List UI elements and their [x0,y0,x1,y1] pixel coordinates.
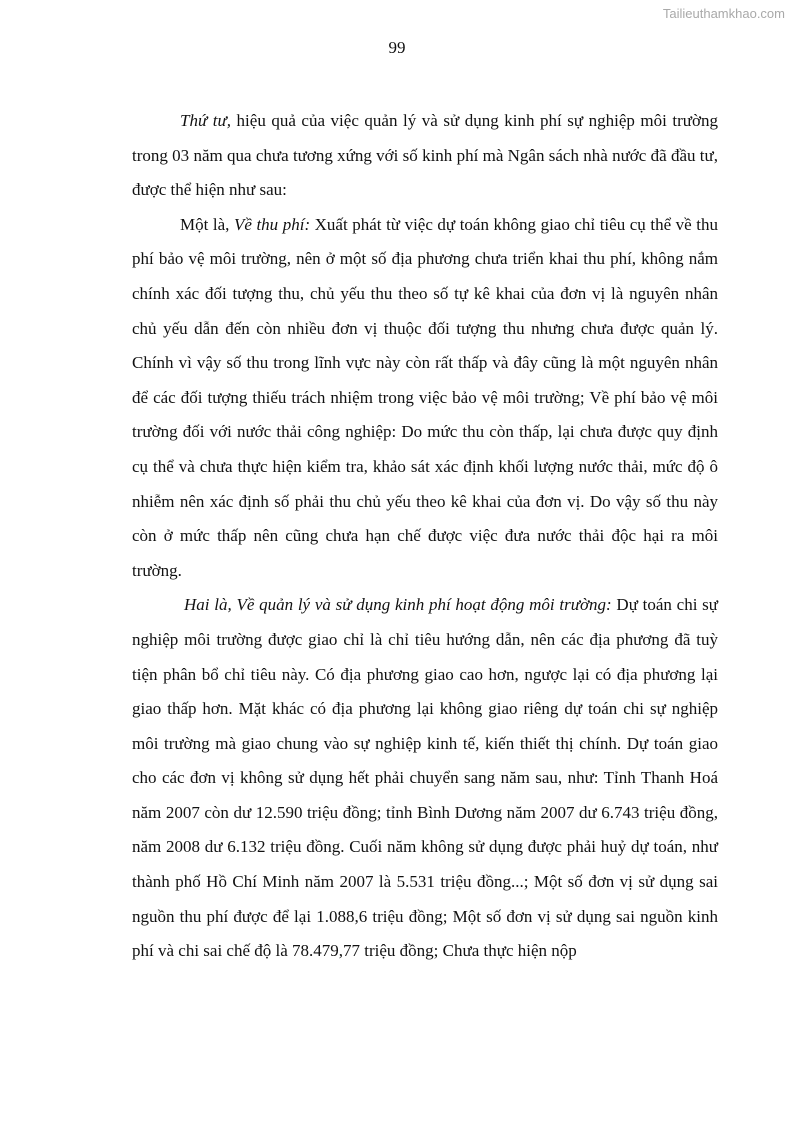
paragraph-lead-italic: Về thu phí: [233,214,311,234]
paragraph-prefix: Một là, [180,214,234,234]
paragraph-text: Xuất phát từ việc dự toán không giao chỉ tiêu cụ thể về thu phí bảo vệ môi trường, nên ở một số địa phương chưa triển khai thu phí, không nắm chính xác đối tượng thu, chủ yếu thu theo số tự kê khai của đơn vị là nguyên nhân chủ yếu dẫn đến còn nhiều đơn vị thuộc đối tượng thu nhưng chưa được quản lý. Chính vì vậy số thu trong lĩnh vực này còn rất thấp và đây cũng là một nguyên nhân để các đối tượng thiếu trách nhiệm trong việc bảo vệ môi trường; Về phí bảo vệ môi trường đối với nước thải công nghiệp: Do mức thu còn thấp, lại chưa được quy định cụ thể và chưa thực hiện kiểm tra, khảo sát xác định khối lượng nước thải, mức độ ô nhiễm nên xác định số phải thu chủ yếu theo kê khai của đơn vị. Do vậy số thu này còn ở mức thấp nên cũng chưa hạn chế được việc đưa nước thải độc hại ra môi trường. [132,214,718,580]
paragraph-thu-tu [132,104,718,208]
paragraph-text: Dự toán chi sự nghiệp môi trường được giao chỉ là chỉ tiêu hướng dẫn, nên các địa phương đã tuỳ tiện phân bổ chỉ tiêu này. Có địa phương giao cao hơn, ngược lại có địa phương lại giao thấp hơn. Mặt khác có địa phương lại không giao riêng dự toán chi sự nghiệp môi trường mà giao chung vào sự nghiệp kinh tế, kiến thiết thị chính. Dự toán giao cho các đơn vị không sử dụng hết phải chuyển sang năm sau, như: Tỉnh Thanh Hoá năm 2007 còn dư 12.590 triệu đồng; tỉnh Bình Dương năm 2007 dư 6.743 triệu đồng, năm 2008 dư 6.132 triệu đồng. Cuối năm không sử dụng được phải huỷ dự toán, như thành phố Hồ Chí Minh năm 2007 là 5.531 triệu đồng...; Một số đơn vị sử dụng sai nguồn thu phí được để lại 1.088,6 triệu đồng; Một số đơn vị sử dụng sai nguồn kinh phí và chi sai chế độ là 78.479,77 triệu đồng; Chưa thực hiện nộp [132,595,718,961]
paragraph-lead-italic: Hai là, Về quản lý và sử dụng kinh phí hoạt động môi trường: [184,595,612,615]
paragraph-mot-la [132,208,718,589]
page-number: 99 [388,38,406,57]
paragraph-lead-italic: Thứ tư, [180,111,232,130]
watermark-text: Tailieuthamkhao.com [662,6,785,21]
paragraph-hai-la [132,588,718,969]
paragraph-text: hiệu quả của việc quản lý và sử dụng kinh phí sự nghiệp môi trường trong 03 năm qua chưa tương xứng với số kinh phí mà Ngân sách nhà nước đã đầu tư, được thể hiện như sau: [132,111,718,200]
document-body [132,104,718,969]
